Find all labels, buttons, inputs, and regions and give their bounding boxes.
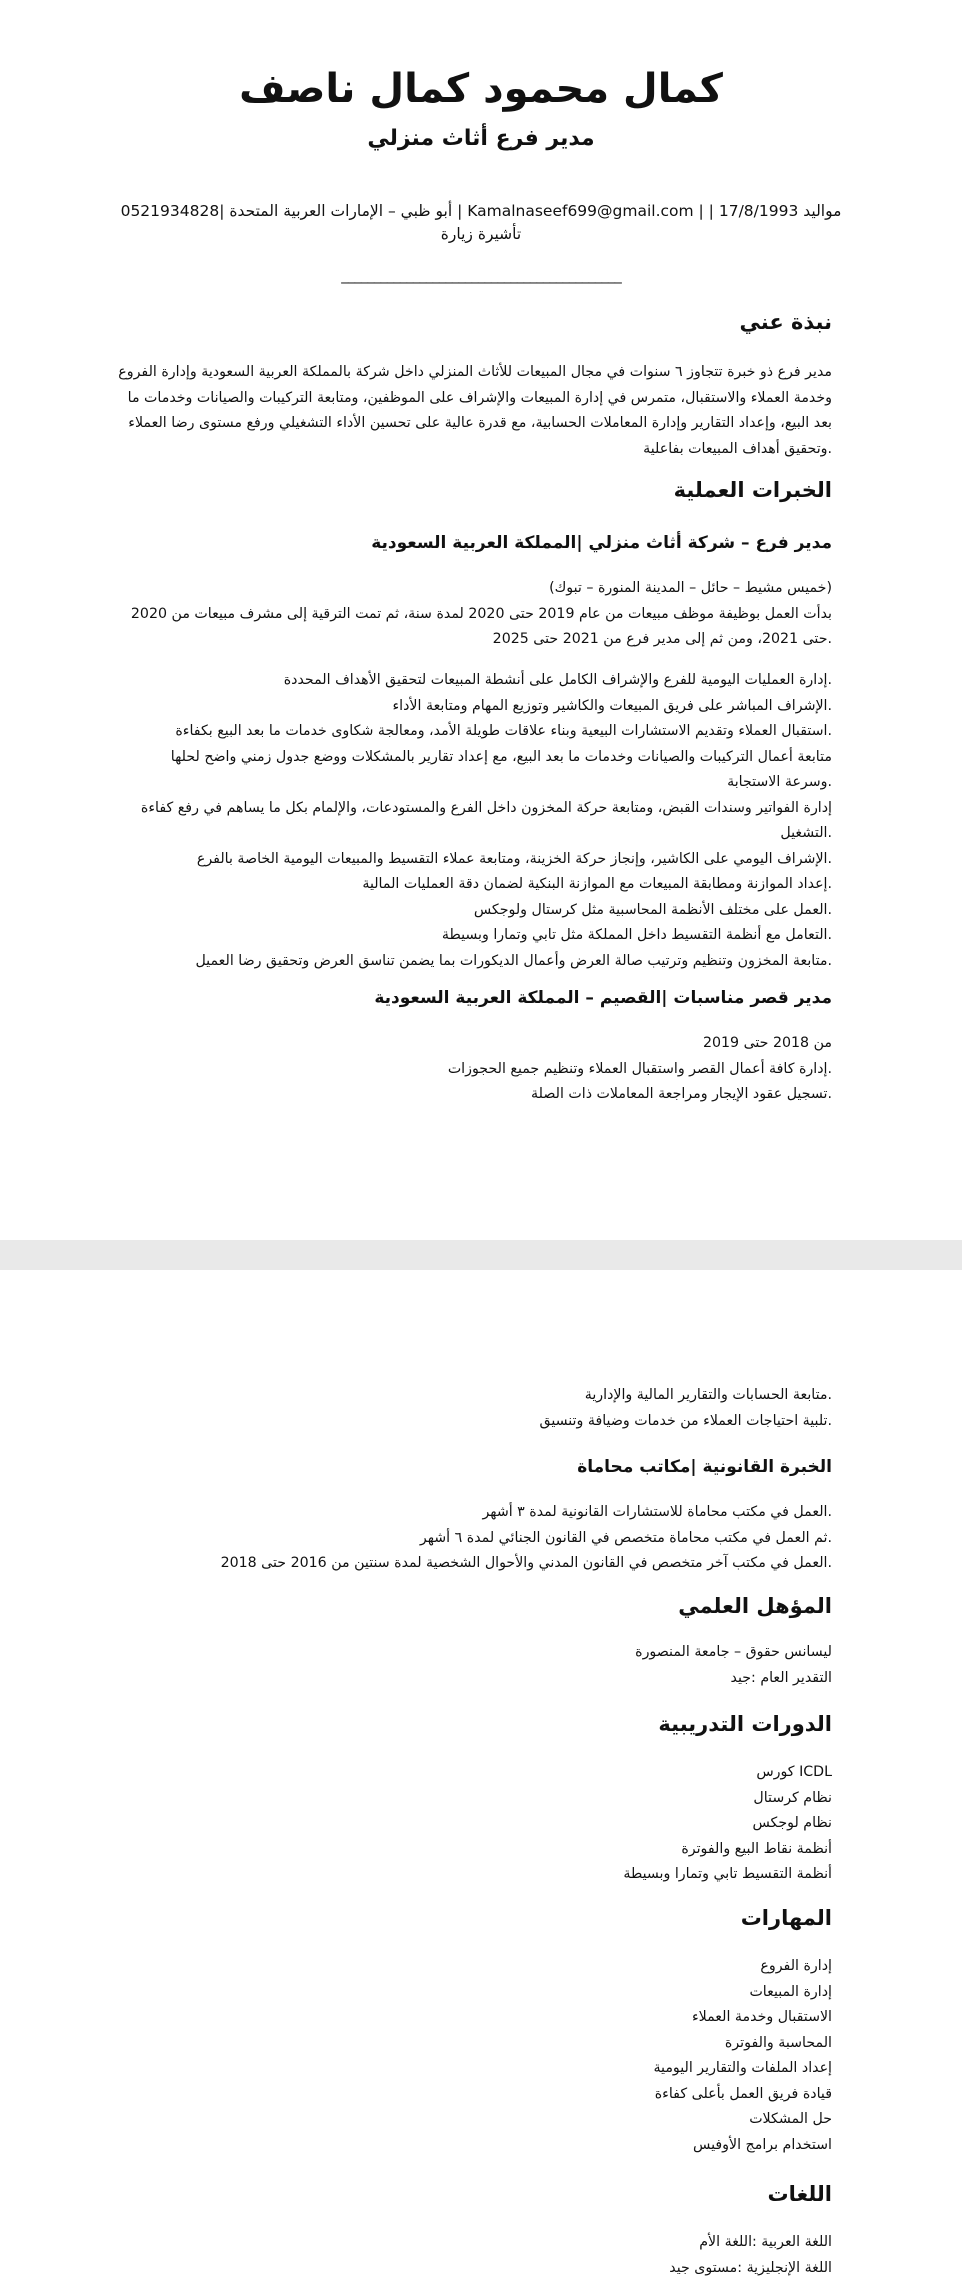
skill-item: الاستقبال وخدمة العملاء xyxy=(691,2009,832,2025)
skill-item: إدارة المبيعات xyxy=(749,1983,832,2000)
languages-list xyxy=(117,2230,832,2281)
skill-item: قيادة فريق العمل بأعلى كفاءة xyxy=(654,2085,832,2102)
course-item: ICDL كورس xyxy=(756,1764,832,1780)
job2-duties-continued xyxy=(117,1383,832,1434)
duty-item: .تلبية احتياجات العملاء من خدمات وضيافة وتنسيق xyxy=(539,1412,832,1429)
duty-item: إدارة الفواتير وسندات القبض، ومتابعة حركة المخزون داخل الفرع والمستودعات، والإلمام بكل ما يساهم في رفع كفاءة xyxy=(140,799,832,816)
courses-heading: الدورات التدريبية xyxy=(658,1712,832,1736)
duty-item: .الإشراف المباشر على فريق المبيعات والكاشير وتوزيع المهام ومتابعة الأداء xyxy=(392,697,832,714)
language-item: اللغة الإنجليزية :مستوى جيد xyxy=(669,2259,832,2276)
skill-item: إدارة الفروع xyxy=(760,1958,832,1974)
skill-item: المحاسبة والفوترة xyxy=(724,2034,832,2051)
legal-item: .ثم العمل في مكتب محاماة متخصص في القانون الجنائي لمدة ٦ أشهر xyxy=(419,1529,832,1546)
education-item: التقدير العام :جيد xyxy=(730,1669,832,1686)
languages-heading: اللغات xyxy=(767,2182,832,2206)
legal-list xyxy=(117,1500,832,1577)
about-line: .وتحقيق أهداف المبيعات بفاعلية xyxy=(643,440,832,457)
courses-list xyxy=(117,1760,832,1888)
duty-item: متابعة أعمال التركيبات والصيانات وخدمات ما بعد البيع، مع إعداد تقارير بالمشكلات ووضع جدول زمني واضح لحلها xyxy=(170,748,832,765)
education-item: ليسانس حقوق – جامعة المنصورة xyxy=(635,1644,832,1660)
course-item: نظام لوجكس xyxy=(752,1815,832,1831)
legal-item: .العمل في مكتب محاماة للاستشارات القانونية لمدة ٣ أشهر xyxy=(482,1504,832,1520)
about-line: وخدمة العملاء والاستقبال، متمرس في إدارة المبيعات والإشراف على الموظفين، ومتابعة التركيبات والصيانات وخدمات ما xyxy=(127,389,832,406)
skill-item: إعداد الملفات والتقارير اليومية xyxy=(653,2060,832,2076)
job1-summary xyxy=(117,576,832,653)
duty-item: .تسجيل عقود الإيجار ومراجعة المعاملات ذات الصلة xyxy=(531,1086,832,1102)
job2-period: من 2018 حتى 2019 xyxy=(702,1035,832,1051)
resume-page-2 xyxy=(0,1270,962,2286)
duty-item: .العمل على مختلف الأنظمة المحاسبية مثل كرستال ولوجكس xyxy=(473,901,832,918)
about-paragraph xyxy=(117,360,832,462)
job1-summary-line: .حتى 2021، ومن ثم إلى مدير فرع من 2021 حتى 2025 xyxy=(492,631,832,647)
duty-item: .متابعة الحسابات والتقارير المالية والإدارية xyxy=(584,1387,832,1403)
education-list xyxy=(117,1640,832,1691)
duty-item: .التعامل مع أنظمة التقسيط داخل المملكة مثل تابي وتمارا وبسيطة xyxy=(441,927,832,943)
candidate-name: كمال محمود كمال ناصف xyxy=(239,66,723,112)
separator-line: ___________________________________________ xyxy=(341,266,621,284)
duty-item: .التشغيل xyxy=(780,825,832,841)
job1-duties xyxy=(117,668,832,974)
duty-item: .متابعة المخزون وتنظيم وترتيب صالة العرض وأعمال الديكورات بما يضمن تناسق العرض وتحقيق رضا العميل xyxy=(195,952,832,969)
skills-heading: المهارات xyxy=(740,1906,832,1930)
experience-heading: الخبرات العملية xyxy=(673,478,832,502)
about-heading: نبذة عني xyxy=(739,310,832,334)
legal-heading: الخبرة القانونية |مكاتب محاماة xyxy=(577,1457,832,1477)
skills-list xyxy=(117,1954,832,2158)
language-item: اللغة العربية :اللغة الأم xyxy=(699,2234,832,2250)
duty-item: .استقبال العملاء وتقديم الاستشارات البيعية وبناء علاقات طويلة الأمد، ومعالجة شكاوى خدمات ما بعد البيع بكفاءة xyxy=(175,723,832,739)
about-line: مدير فرع ذو خبرة تتجاوز ٦ سنوات في مجال المبيعات للأثاث المنزلي داخل شركة بالمملكة العربية السعودية وإدارة الفروع xyxy=(118,364,832,380)
job2-title: مدير قصر مناسبات |القصيم – المملكة العربية السعودية xyxy=(374,988,832,1008)
duty-item: .وسرعة الاستجابة xyxy=(727,774,832,790)
education-heading: المؤهل العلمي xyxy=(678,1594,832,1618)
job2-duties xyxy=(117,1031,832,1108)
duty-item: .إدارة كافة أعمال القصر واستقبال العملاء وتنظيم جميع الحجوزات xyxy=(447,1060,832,1077)
course-item: أنظمة نقاط البيع والفوترة xyxy=(681,1840,832,1857)
contact-block xyxy=(90,200,872,246)
about-line: بعد البيع، وإعداد التقارير وإدارة المعاملات الحسابية، مع قدرة عالية على تحسين الأداء التشغيلي ورفع مستوى رضا العملاء xyxy=(128,415,832,431)
job1-title: مدير فرع – شركة أثاث منزلي |المملكة العربية السعودية xyxy=(371,533,832,553)
duty-item: .الإشراف اليومي على الكاشير، وإنجاز حركة الخزينة، ومتابعة عملاء التقسيط والمبيعات اليومية الخاصة بالفرع xyxy=(196,850,832,867)
job1-locations: (خميس مشيط – حائل – المدينة المنورة – تبوك) xyxy=(549,580,832,596)
course-item: أنظمة التقسيط تابي وتمارا وبسيطة xyxy=(623,1866,832,1882)
duty-item: .إعداد الموازنة ومطابقة المبيعات مع الموازنة البنكية لضمان دقة العمليات المالية xyxy=(362,876,832,892)
skill-item: استخدام برامج الأوفيس xyxy=(693,2136,832,2153)
job-title: مدير فرع أثاث منزلي xyxy=(367,126,595,151)
job1-summary-line: بدأت العمل بوظيفة موظف مبيعات من عام 2019 حتى 2020 لمدة سنة، ثم تمت الترقية إلى مشرف مبيعات من 2020 xyxy=(130,605,832,622)
duty-item: .إدارة العمليات اليومية للفرع والإشراف الكامل على أنشطة المبيعات لتحقيق الأهداف المحددة xyxy=(283,672,832,688)
visa-status: تأشيرة زيارة xyxy=(440,225,522,243)
legal-item: .العمل في مكتب آخر متخصص في القانون المدني والأحوال الشخصية لمدة سنتين من 2016 حتى 2018 xyxy=(220,1555,832,1571)
skill-item: حل المشكلات xyxy=(749,2111,832,2127)
contact-line: مواليد 17/8/1993 | | Kamalnaseef699@gmail.com | أبو ظبي – الإمارات العربية المتحدة |0521934828 xyxy=(120,202,842,220)
course-item: نظام كرستال xyxy=(753,1789,832,1806)
